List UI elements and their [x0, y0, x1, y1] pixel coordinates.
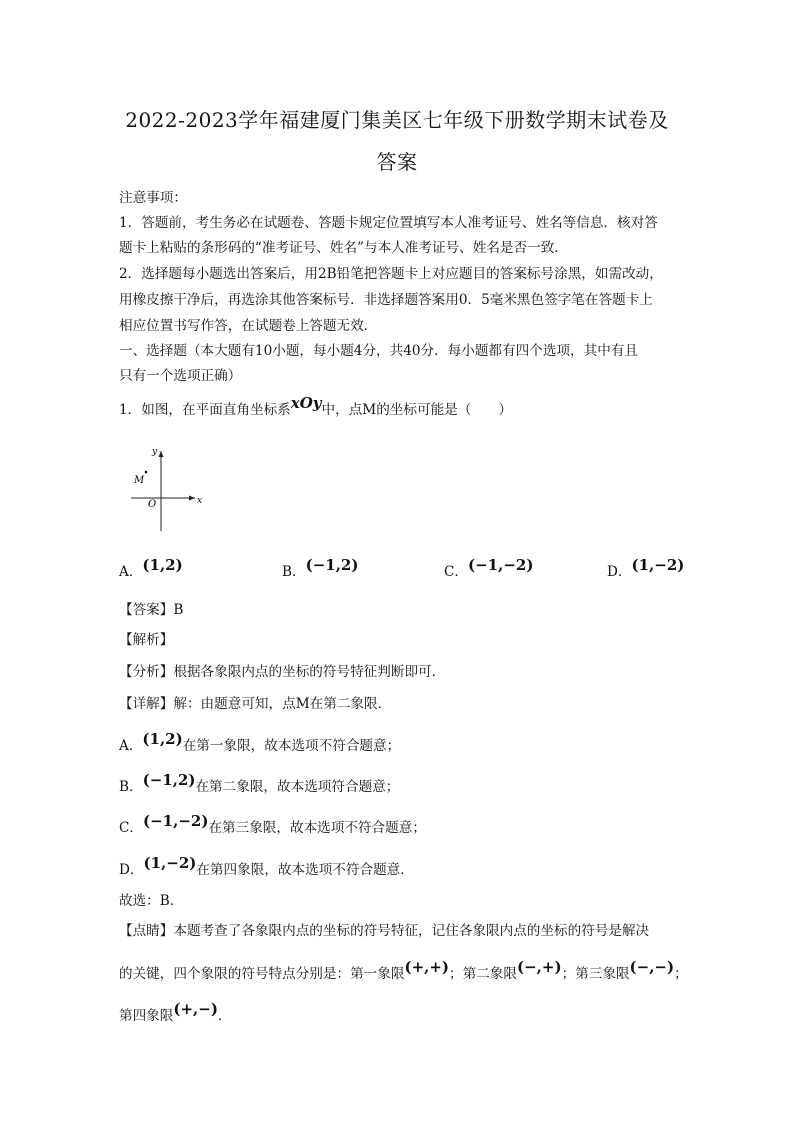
section-heading-line1: 一、选择题（本大题有10小题，每小题4分，共40分．每小题都有四个选项，其中有且	[119, 343, 639, 359]
item-a-text: 在第一象限，故本选项不符合题意；	[182, 738, 401, 754]
dianjing-b3: ；第三象限	[561, 966, 630, 982]
y-axis-label: y	[152, 447, 158, 457]
dianjing-b1: 的关键，四个象限的符号特点分别是：第一象限	[119, 966, 405, 982]
item-c-math: (−1,−2)	[143, 812, 209, 830]
dianjing-line3	[119, 1000, 232, 1024]
point-m	[145, 471, 148, 474]
item-c-text: 在第三象限，故本选项不符合题意；	[208, 820, 426, 836]
x-axis-arrow	[189, 496, 195, 501]
quadrant4-sign: (+,−)	[173, 1000, 218, 1018]
notice-item2-line3: 相应位置书写作答，在试题卷上答题无效．	[119, 318, 378, 334]
option-a-value: (1,2)	[142, 556, 183, 574]
notice-item1-line1: 1．答题前，考生务必在试题卷、答题卡规定位置填写本人准考证号、姓名等信息．核对答	[119, 215, 658, 231]
document-title-line1: 2022-2023学年福建厦门集美区七年级下册数学期末试卷及	[125, 108, 669, 132]
analysis-item-d	[119, 854, 414, 878]
option-a	[119, 556, 183, 580]
quadrant1-sign: (+,+)	[404, 958, 450, 976]
quadrant2-sign: (−,+)	[517, 958, 562, 976]
option-c-label: C．	[444, 564, 468, 580]
document-title-line2: 答案	[376, 150, 418, 174]
dianjing-line2	[119, 958, 688, 982]
option-b-label: B．	[282, 564, 306, 580]
point-m-label: M	[134, 475, 145, 486]
analysis-item-c	[119, 812, 426, 836]
option-c	[444, 556, 534, 580]
section-heading-line2: 只有一个选项正确）	[119, 368, 242, 384]
question1-math-xOy: xOy	[290, 394, 322, 412]
analysis-xiangjie: 【详解】解：由题意可知，点M在第二象限．	[119, 696, 392, 712]
option-b-value: (−1,2)	[305, 556, 359, 574]
analysis-fenxi: 【分析】根据各象限内点的坐标的符号特征判断即可．	[119, 664, 446, 680]
quadrant3-sign: (−,−)	[629, 958, 675, 976]
item-d-math: (1,−2)	[143, 854, 197, 872]
item-b-math: (−1,2)	[142, 771, 196, 789]
coordinate-figure	[125, 443, 210, 533]
question1-prefix: 1．如图，在平面直角坐标系	[119, 402, 291, 418]
option-b	[282, 556, 359, 580]
analysis-item-a	[119, 730, 401, 754]
option-c-value: (−1,−2)	[468, 556, 534, 574]
x-axis-label: x	[197, 496, 203, 506]
answer-line: 【答案】B	[119, 602, 184, 618]
dianjing-line1: 【点睛】本题考查了各象限内点的坐标的符号特征，记住各象限内点的坐标的符号是解决	[119, 923, 650, 939]
item-a-label: A．	[119, 738, 143, 754]
notice-item2-line1: 2．选择题每小题选出答案后，用2B铅笔把答题卡上对应题目的答案标号涂黑，如需改动，	[119, 266, 663, 282]
option-a-label: A．	[119, 564, 143, 580]
option-d-label: D．	[607, 564, 632, 580]
origin-label: O	[148, 499, 157, 510]
dianjing-c1: 第四象限	[119, 1008, 174, 1024]
dianjing-b4: ；	[674, 966, 688, 982]
question1-stem	[119, 394, 513, 418]
analysis-heading: 【解析】	[119, 632, 174, 648]
option-d	[607, 556, 685, 580]
dianjing-b2: ；第二象限	[449, 966, 517, 982]
question1-suffix: 中，点M的坐标可能是（ ）	[321, 402, 513, 418]
notice-heading: 注意事项：	[119, 190, 187, 206]
dianjing-c2: ．	[217, 1008, 232, 1024]
item-d-text: 在第四象限，故本选项不符合题意．	[196, 862, 414, 878]
option-d-value: (1,−2)	[631, 556, 685, 574]
item-a-math: (1,2)	[142, 730, 183, 748]
notice-item1-line2: 题卡上粘贴的条形码的“准考证号、姓名”与本人准考证号、姓名是否一致．	[119, 240, 568, 256]
item-c-label: C．	[119, 820, 143, 836]
y-axis-arrow	[159, 451, 164, 457]
notice-item2-line2: 用橡皮擦干净后，再选涂其他答案标号．非选择题答案用0．5毫米黑色签字笔在答题卡上	[119, 292, 653, 308]
item-b-label: B．	[119, 779, 143, 795]
analysis-item-b	[119, 771, 400, 795]
item-b-text: 在第二象限，故本选项符合题意；	[195, 779, 400, 795]
item-d-label: D．	[119, 862, 144, 878]
choose-line: 故选：B．	[119, 893, 184, 909]
